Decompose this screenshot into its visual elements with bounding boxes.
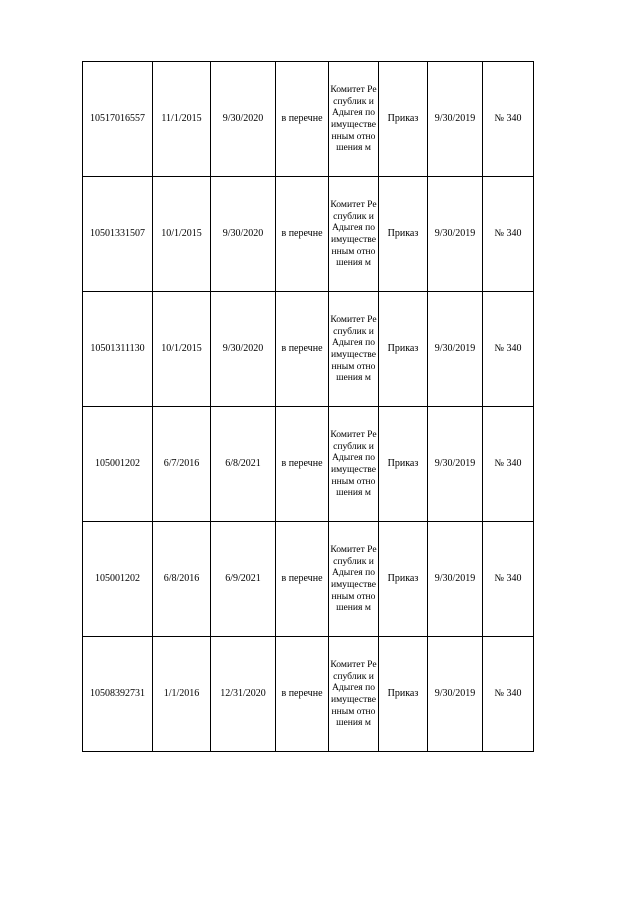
start-date-cell: 10/1/2015 [153,177,211,292]
registry-status-cell: в перечне [276,177,329,292]
document-number-cell: № 340 [483,637,534,752]
document-date-cell: 9/30/2019 [428,177,483,292]
registry-status-cell: в перечне [276,637,329,752]
start-date-cell: 11/1/2015 [153,62,211,177]
registry-table-body [83,62,534,752]
registry-status-cell: в перечне [276,62,329,177]
start-date-cell: 10/1/2015 [153,292,211,407]
registration-number-cell: 105001202 [83,522,153,637]
document-type-cell: Приказ [379,407,428,522]
document-date-cell: 9/30/2019 [428,62,483,177]
end-date-cell: 12/31/2020 [211,637,276,752]
document-number-cell: № 340 [483,407,534,522]
document-type-cell: Приказ [379,62,428,177]
document-type-cell: Приказ [379,177,428,292]
document-type-cell: Приказ [379,522,428,637]
document-date-cell: 9/30/2019 [428,637,483,752]
document-number-cell: № 340 [483,62,534,177]
registration-number-cell: 10517016557 [83,62,153,177]
registry-table [82,61,534,752]
table-row [83,522,534,637]
registry-status-cell: в перечне [276,407,329,522]
registry-status-cell: в перечне [276,522,329,637]
end-date-cell: 6/9/2021 [211,522,276,637]
authority-cell: Комитет Республик и Адыгея по имуществе нным отношения м [329,407,379,522]
start-date-cell: 6/8/2016 [153,522,211,637]
registration-number-cell: 10501311130 [83,292,153,407]
document-date-cell: 9/30/2019 [428,407,483,522]
registration-number-cell: 10508392731 [83,637,153,752]
registration-number-cell: 105001202 [83,407,153,522]
document-type-cell: Приказ [379,637,428,752]
start-date-cell: 6/7/2016 [153,407,211,522]
table-row [83,637,534,752]
end-date-cell: 9/30/2020 [211,177,276,292]
authority-cell: Комитет Республик и Адыгея по имуществе нным отношения м [329,292,379,407]
registration-number-cell: 10501331507 [83,177,153,292]
authority-cell: Комитет Республик и Адыгея по имуществе нным отношения м [329,62,379,177]
authority-cell: Комитет Республик и Адыгея по имуществе нным отношения м [329,522,379,637]
document-number-cell: № 340 [483,292,534,407]
end-date-cell: 6/8/2021 [211,407,276,522]
table-row [83,62,534,177]
authority-cell: Комитет Республик и Адыгея по имуществе нным отношения м [329,637,379,752]
table-row [83,292,534,407]
registry-status-cell: в перечне [276,292,329,407]
document-date-cell: 9/30/2019 [428,292,483,407]
table-row [83,177,534,292]
end-date-cell: 9/30/2020 [211,62,276,177]
document-type-cell: Приказ [379,292,428,407]
document-date-cell: 9/30/2019 [428,522,483,637]
end-date-cell: 9/30/2020 [211,292,276,407]
start-date-cell: 1/1/2016 [153,637,211,752]
document-number-cell: № 340 [483,522,534,637]
table-row [83,407,534,522]
document-number-cell: № 340 [483,177,534,292]
authority-cell: Комитет Республик и Адыгея по имуществе нным отношения м [329,177,379,292]
